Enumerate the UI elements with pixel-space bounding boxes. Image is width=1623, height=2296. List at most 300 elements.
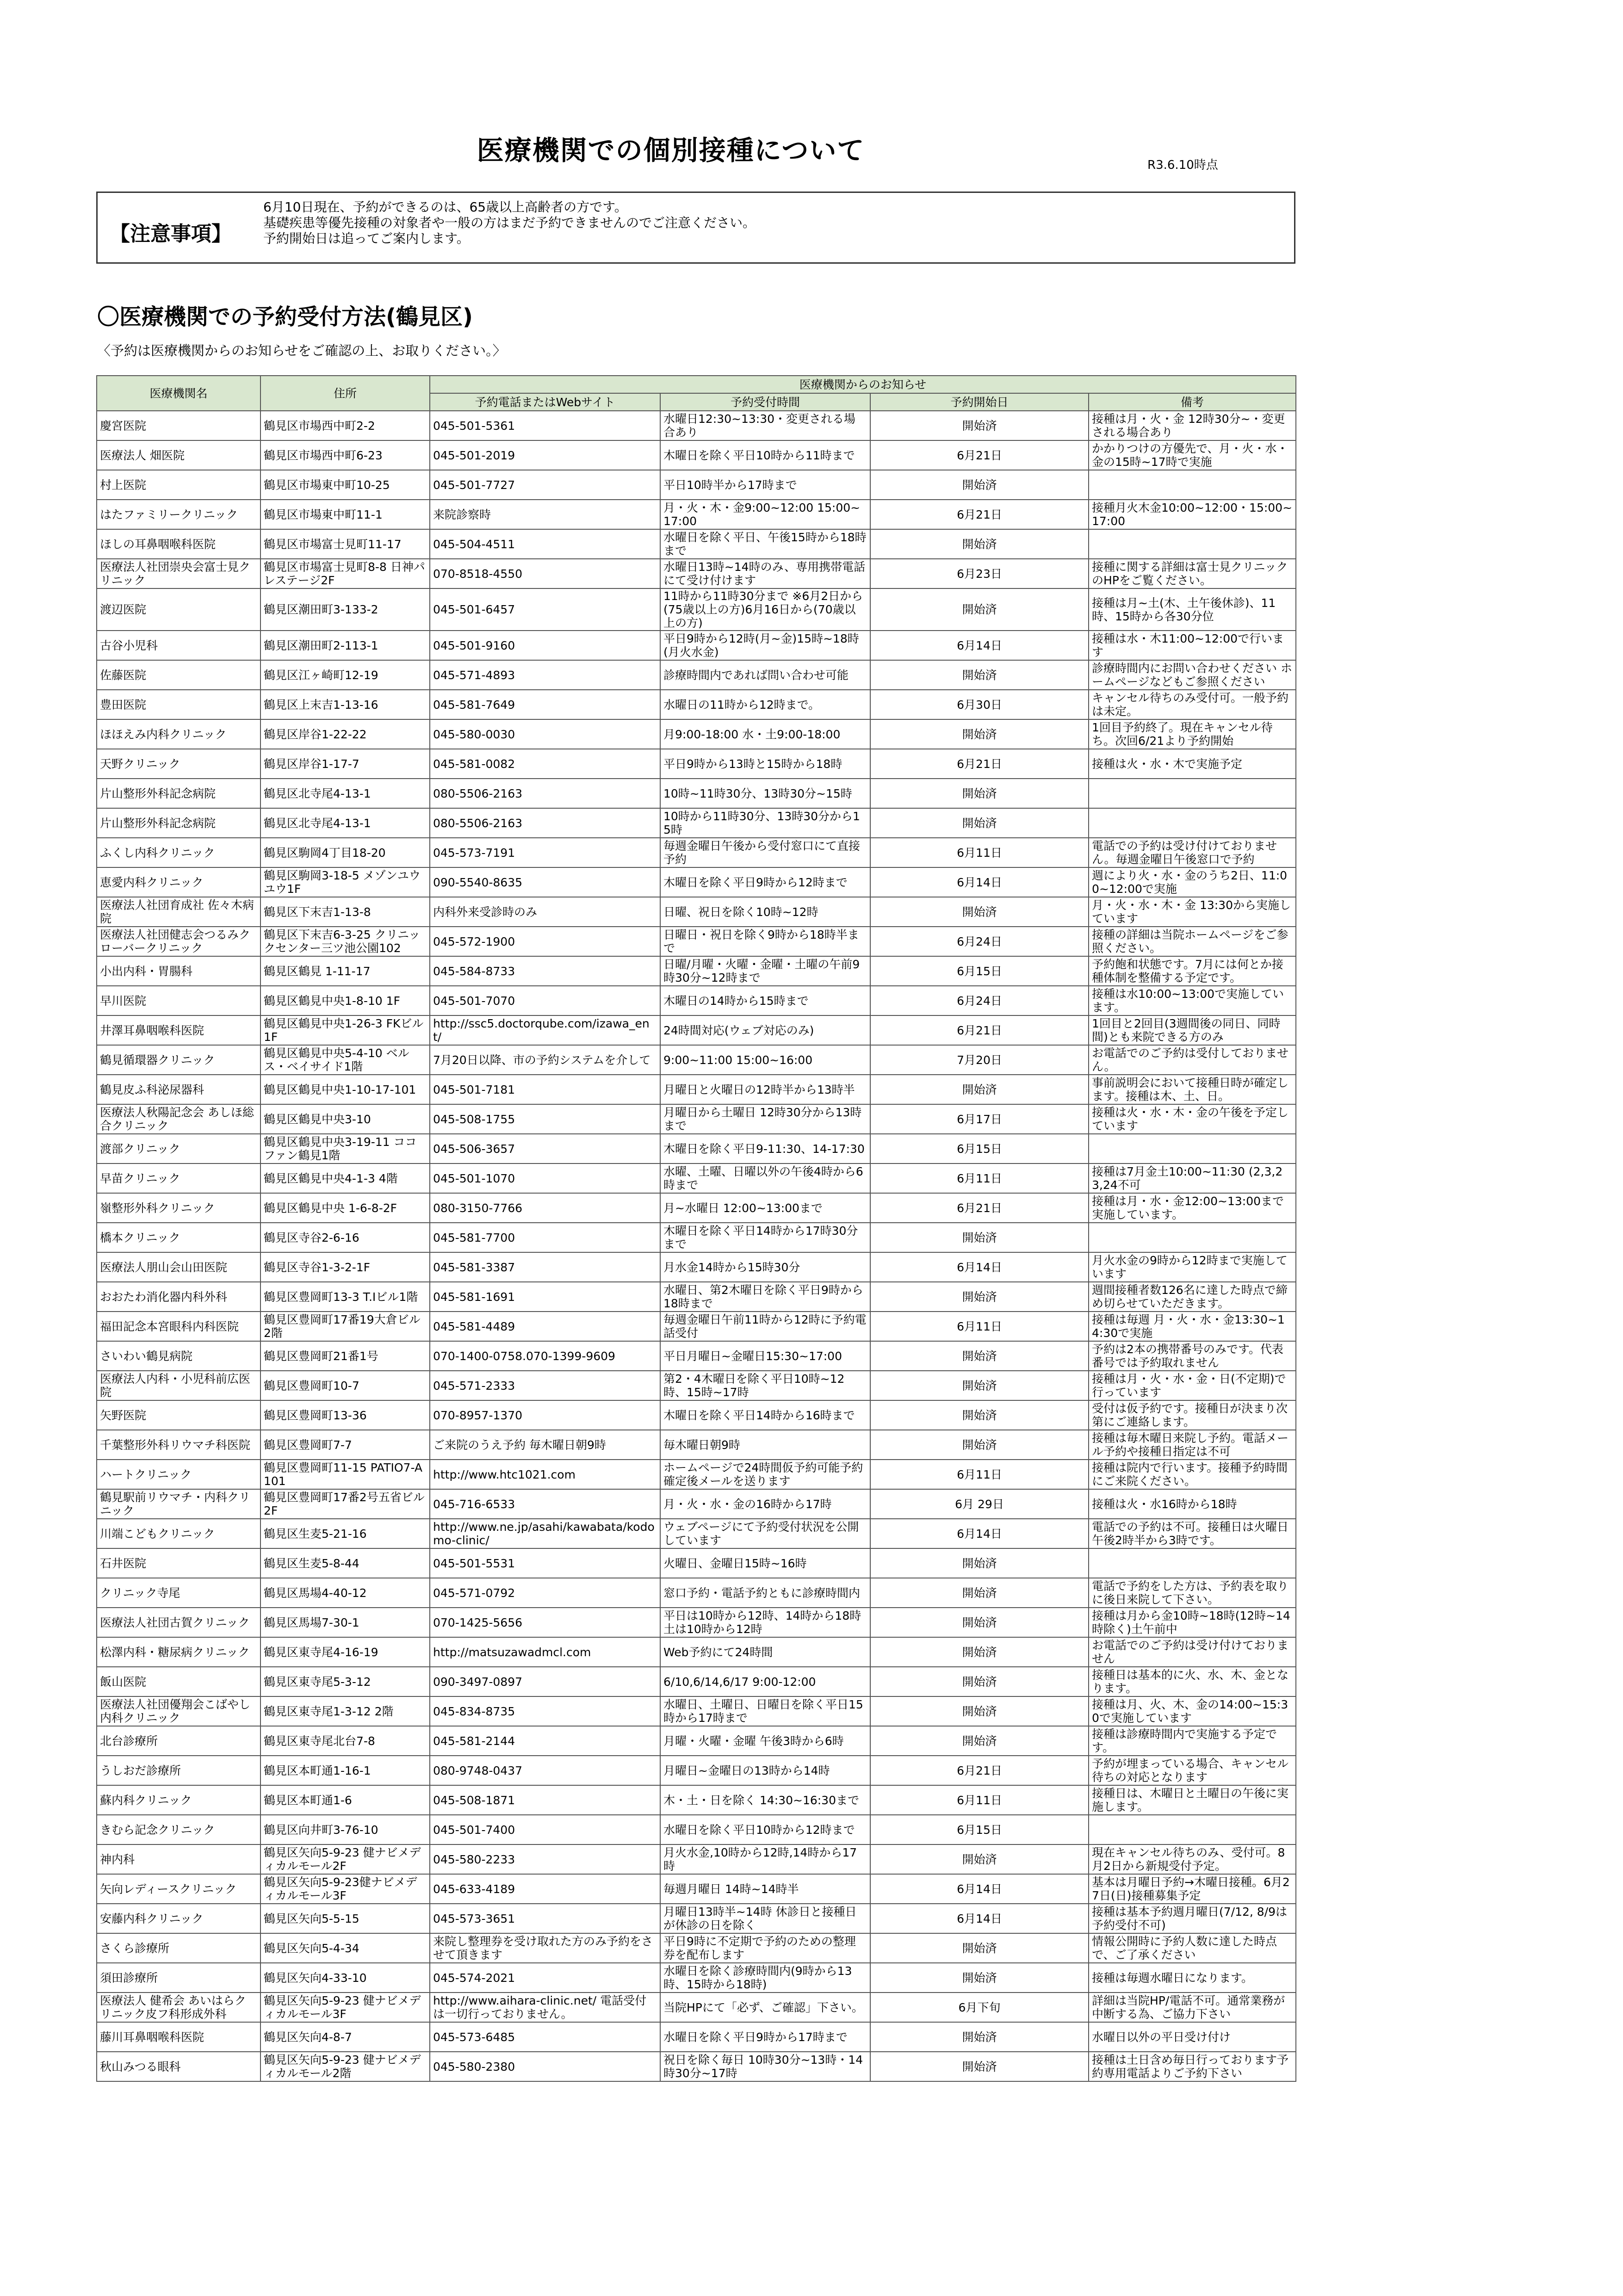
phone-cell: 045-580-0030 <box>430 719 660 749</box>
remarks-cell: 月・火・水・木・金 13:30から実施しています <box>1089 897 1296 927</box>
header-phone: 予約電話またはWebサイト <box>430 393 660 411</box>
hours-cell: 日曜/月曜・火曜・金曜・土曜の午前9時30分~12時まで <box>660 956 870 986</box>
start-date-cell: 開始済 <box>870 897 1089 927</box>
table-row <box>97 1163 1296 1193</box>
start-date-cell: 6月24日 <box>870 986 1089 1015</box>
start-date-cell: 6月11日 <box>870 838 1089 867</box>
table-row <box>97 1193 1296 1223</box>
start-date-cell: 6月15日 <box>870 1134 1089 1163</box>
hours-cell: 毎木曜日朝9時 <box>660 1430 870 1460</box>
hours-cell: 平日10時半から17時まで <box>660 470 870 500</box>
address-cell: 鶴見区鶴見 1-11-17 <box>260 956 430 986</box>
table-row <box>97 1578 1296 1608</box>
address-cell: 鶴見区下末吉1-13-8 <box>260 897 430 927</box>
remarks-cell: 接種は月・水・金12:00~13:00まで実施しています。 <box>1089 1193 1296 1223</box>
address-cell: 鶴見区本町通1-16-1 <box>260 1756 430 1785</box>
phone-cell: 045-633-4189 <box>430 1874 660 1904</box>
address-cell: 鶴見区鶴見中央3-10 <box>260 1104 430 1134</box>
address-cell: 鶴見区鶴見中央3-19-11 ココファン鶴見1階 <box>260 1134 430 1163</box>
phone-cell: 045-581-2144 <box>430 1726 660 1756</box>
address-cell: 鶴見区東寺尾北台7-8 <box>260 1726 430 1756</box>
start-date-cell: 開始済 <box>870 1726 1089 1756</box>
table-row <box>97 1696 1296 1726</box>
address-cell: 鶴見区潮田町2-113-1 <box>260 631 430 660</box>
phone-cell: 045-501-5361 <box>430 411 660 440</box>
table-row <box>97 2052 1296 2081</box>
table-row <box>97 808 1296 838</box>
phone-cell: 045-506-3657 <box>430 1134 660 1163</box>
address-cell: 鶴見区寺谷1-3-2-1F <box>260 1252 430 1282</box>
address-cell: 鶴見区鶴見中央5-4-10 ベルス・ベイサイド1階 <box>260 1045 430 1075</box>
phone-cell: 045-501-7727 <box>430 470 660 500</box>
clinic-name-cell: ほしの耳鼻咽喉科医院 <box>97 529 260 559</box>
clinic-name-cell: さくら診療所 <box>97 1933 260 1963</box>
hours-cell: 木曜日を除く平日14時から17時30分まで <box>660 1223 870 1252</box>
table-row <box>97 1045 1296 1075</box>
hours-cell: 月曜・火曜・金曜 午後3時から6時 <box>660 1726 870 1756</box>
header-address: 住所 <box>260 376 430 411</box>
remarks-cell: かかりつけの方優先で、月・火・水・金の15時~17時で実施 <box>1089 440 1296 470</box>
address-cell: 鶴見区鶴見中央4-1-3 4階 <box>260 1163 430 1193</box>
table-row <box>97 500 1296 529</box>
table-row <box>97 1312 1296 1341</box>
table-row <box>97 1015 1296 1045</box>
start-date-cell: 開始済 <box>870 1341 1089 1371</box>
clinic-name-cell: 井澤耳鼻咽喉科医院 <box>97 1015 260 1045</box>
section-note: 〈予約は医療機関からのお知らせをご確認の上、お取りください。〉 <box>97 343 506 359</box>
table-row <box>97 897 1296 927</box>
clinic-name-cell: 片山整形外科記念病院 <box>97 779 260 808</box>
hours-cell: 診療時間内であれば問い合わせ可能 <box>660 660 870 690</box>
remarks-cell: 接種日は基本的に火、水、木、金となります。 <box>1089 1667 1296 1696</box>
table-row <box>97 470 1296 500</box>
phone-cell: 045-571-2333 <box>430 1371 660 1400</box>
clinic-name-cell: 医療法人社団古賀クリニック <box>97 1608 260 1637</box>
clinic-name-cell: 豊田医院 <box>97 690 260 719</box>
hours-cell: 月・火・水・金の16時から17時 <box>660 1489 870 1519</box>
address-cell: 鶴見区東寺尾4-16-19 <box>260 1637 430 1667</box>
remarks-cell: お電話でのご予約は受け付けておりません <box>1089 1637 1296 1667</box>
start-date-cell: 開始済 <box>870 719 1089 749</box>
table-row <box>97 2022 1296 2052</box>
start-date-cell: 開始済 <box>870 1696 1089 1726</box>
phone-cell: 045-571-4893 <box>430 660 660 690</box>
address-cell: 鶴見区東寺尾5-3-12 <box>260 1667 430 1696</box>
phone-cell: 045-834-8735 <box>430 1696 660 1726</box>
clinic-name-cell: 村上医院 <box>97 470 260 500</box>
address-cell: 鶴見区矢向5-4-34 <box>260 1933 430 1963</box>
hours-cell: 11時から11時30分まで ※6月2日から(75歳以上の方)6月16日から(70歳以上の方) <box>660 588 870 631</box>
address-cell: 鶴見区寺谷2-6-16 <box>260 1223 430 1252</box>
table-row <box>97 1874 1296 1904</box>
phone-cell: 045-573-3651 <box>430 1904 660 1933</box>
phone-cell: 045-501-6457 <box>430 588 660 631</box>
start-date-cell: 6月21日 <box>870 1193 1089 1223</box>
phone-cell: 045-501-5531 <box>430 1548 660 1578</box>
hours-cell: 月火水金,10時から12時,14時から17時 <box>660 1844 870 1874</box>
hours-cell: 月水金14時から15時30分 <box>660 1252 870 1282</box>
table-row <box>97 1489 1296 1519</box>
phone-cell: 045-501-2019 <box>430 440 660 470</box>
table-row <box>97 779 1296 808</box>
phone-cell: 070-1400-0758.070-1399-9609 <box>430 1341 660 1371</box>
start-date-cell: 開始済 <box>870 1578 1089 1608</box>
remarks-cell: 診療時間内にお問い合わせください ホームページなどもご参照ください <box>1089 660 1296 690</box>
address-cell: 鶴見区駒岡4丁目18-20 <box>260 838 430 867</box>
remarks-cell: 接種の詳細は当院ホームページをご参照ください。 <box>1089 927 1296 956</box>
phone-cell: 045-581-7649 <box>430 690 660 719</box>
table-row <box>97 1282 1296 1312</box>
remarks-cell: 電話での予約は受け付けておりません。毎週金曜日午後窓口で予約 <box>1089 838 1296 867</box>
hours-cell: ホームページで24時間仮予約可能予約確定後メールを送ります <box>660 1460 870 1489</box>
start-date-cell: 6月23日 <box>870 559 1089 588</box>
hours-cell: 毎週金曜日午後から受付窓口にて直接予約 <box>660 838 870 867</box>
clinic-name-cell: 千葉整形外科リウマチ科医院 <box>97 1430 260 1460</box>
phone-cell: 045-501-7181 <box>430 1075 660 1104</box>
clinic-name-cell: 秋山みつる眼科 <box>97 2052 260 2081</box>
clinic-name-cell: 天野クリニック <box>97 749 260 779</box>
hours-cell: 日曜日・祝日を除く9時から18時半まで <box>660 927 870 956</box>
phone-cell: http://www.ne.jp/asahi/kawabata/kodomo-clinic/ <box>430 1519 660 1548</box>
clinic-name-cell: 医療法人朋山会山田医院 <box>97 1252 260 1282</box>
table-row <box>97 1371 1296 1400</box>
clinic-name-cell: 早苗クリニック <box>97 1163 260 1193</box>
address-cell: 鶴見区豊岡町7-7 <box>260 1430 430 1460</box>
remarks-cell: 予約が埋まっている場合、キャンセル待ちの対応となります <box>1089 1756 1296 1785</box>
clinic-name-cell: 蘇内科クリニック <box>97 1785 260 1815</box>
clinic-name-cell: 藤川耳鼻咽喉科医院 <box>97 2022 260 2052</box>
address-cell: 鶴見区豊岡町17番19大倉ビル2階 <box>260 1312 430 1341</box>
start-date-cell: 6月下旬 <box>870 1993 1089 2022</box>
table-row <box>97 529 1296 559</box>
phone-cell: 070-8518-4550 <box>430 559 660 588</box>
address-cell: 鶴見区豊岡町13-36 <box>260 1400 430 1430</box>
hours-cell: 月~水曜日 12:00~13:00まで <box>660 1193 870 1223</box>
remarks-cell: 接種は月・火・金 12時30分~・変更される場合あり <box>1089 411 1296 440</box>
address-cell: 鶴見区矢向5-9-23 健ナビメディカルモール2F <box>260 1844 430 1874</box>
address-cell: 鶴見区豊岡町17番2号五省ビル2F <box>260 1489 430 1519</box>
clinic-name-cell: 医療法人秋陽記念会 あしほ総合クリニック <box>97 1104 260 1134</box>
phone-cell: 来院し整理券を受け取れた方のみ予約をさせて頂きます <box>430 1933 660 1963</box>
start-date-cell: 開始済 <box>870 808 1089 838</box>
clinic-name-cell: 医療法人 健希会 あいはらクリニック皮フ科形成外科 <box>97 1993 260 2022</box>
remarks-cell: 接種は院内で行います。接種予約時間にご来院ください。 <box>1089 1460 1296 1489</box>
remarks-cell: 現在キャンセル待ちのみ、受付可。8月2日から新規受付予定。 <box>1089 1844 1296 1874</box>
table-row <box>97 927 1296 956</box>
phone-cell: 045-573-6485 <box>430 2022 660 2052</box>
clinic-name-cell: クリニック寺尾 <box>97 1578 260 1608</box>
phone-cell: 045-581-3387 <box>430 1252 660 1282</box>
table-row <box>97 1460 1296 1489</box>
address-cell: 鶴見区北寺尾4-13-1 <box>260 808 430 838</box>
remarks-cell: 接種月火木金10:00~12:00・15:00~17:00 <box>1089 500 1296 529</box>
section-title: 〇医療機関での予約受付方法(鶴見区) <box>97 304 473 330</box>
phone-cell: 045-501-9160 <box>430 631 660 660</box>
table-row <box>97 1844 1296 1874</box>
start-date-cell: 6月11日 <box>870 1163 1089 1193</box>
table-row <box>97 1519 1296 1548</box>
header-group: 医療機関からのお知らせ <box>430 376 1296 393</box>
clinic-name-cell: 医療法人社団育成社 佐々木病院 <box>97 897 260 927</box>
clinic-name-cell: 早川医院 <box>97 986 260 1015</box>
phone-cell: 080-3150-7766 <box>430 1193 660 1223</box>
remarks-cell: 詳細は当院HP/電話不可。通常業務が中断する為、ご協力下さい <box>1089 1993 1296 2022</box>
hours-cell: 平日9時から13時と15時から18時 <box>660 749 870 779</box>
start-date-cell: 6月 29日 <box>870 1489 1089 1519</box>
remarks-cell: 情報公開時に予約人数に達した時点で、ご了承ください <box>1089 1933 1296 1963</box>
remarks-cell: 接種は火・水・木で実施予定 <box>1089 749 1296 779</box>
address-cell: 鶴見区豊岡町21番1号 <box>260 1341 430 1371</box>
remarks-cell: 接種日は、木曜日と土曜日の午後に実施します。 <box>1089 1785 1296 1815</box>
address-cell: 鶴見区下末吉6-3-25 クリニックセンター三ツ池公園102 <box>260 927 430 956</box>
hours-cell: ウェブページにて予約受付状況を公開しています <box>660 1519 870 1548</box>
page-title: 医療機関での個別接種について <box>477 135 865 166</box>
address-cell: 鶴見区鶴見中央 1-6-8-2F <box>260 1193 430 1223</box>
start-date-cell: 開始済 <box>870 1223 1089 1252</box>
clinic-name-cell: 鶴見駅前リウマチ・内科クリニック <box>97 1489 260 1519</box>
hours-cell: 10時~11時30分、13時30分~15時 <box>660 779 870 808</box>
hours-cell: 月曜日と火曜日の12時半から13時半 <box>660 1075 870 1104</box>
start-date-cell: 開始済 <box>870 779 1089 808</box>
phone-cell: 070-1425-5656 <box>430 1608 660 1637</box>
hours-cell: 水曜、土曜、日曜以外の午後4時から6時まで <box>660 1163 870 1193</box>
address-cell: 鶴見区馬場7-30-1 <box>260 1608 430 1637</box>
clinic-name-cell: 古谷小児科 <box>97 631 260 660</box>
remarks-cell: 接種は7月金土10:00~11:30 (2,3,23,24不可 <box>1089 1163 1296 1193</box>
remarks-cell: 接種は毎週 月・火・水・金13:30~14:30で実施 <box>1089 1312 1296 1341</box>
start-date-cell: 開始済 <box>870 660 1089 690</box>
phone-cell: http://matsuzawadmcl.com <box>430 1637 660 1667</box>
clinic-name-cell: 神内科 <box>97 1844 260 1874</box>
hours-cell: Web予約にて24時間 <box>660 1637 870 1667</box>
clinic-table <box>96 375 1296 2082</box>
address-cell: 鶴見区市場東中町10-25 <box>260 470 430 500</box>
remarks-cell: 接種は診療時間内で実施する予定です。 <box>1089 1726 1296 1756</box>
remarks-cell <box>1089 470 1296 500</box>
header-name: 医療機関名 <box>97 376 260 411</box>
start-date-cell: 6月21日 <box>870 1756 1089 1785</box>
hours-cell: 6/10,6/14,6/17 9:00-12:00 <box>660 1667 870 1696</box>
phone-cell: 045-580-2233 <box>430 1844 660 1874</box>
phone-cell: 045-571-0792 <box>430 1578 660 1608</box>
clinic-name-cell: 医療法人内科・小児科前広医院 <box>97 1371 260 1400</box>
table-row <box>97 1341 1296 1371</box>
phone-cell: 来院診察時 <box>430 500 660 529</box>
hours-cell: 木曜日を除く平日9-11:30、14-17:30 <box>660 1134 870 1163</box>
remarks-cell: 受付は仮予約です。接種日が決まり次第にご連絡します。 <box>1089 1400 1296 1430</box>
table-row <box>97 1430 1296 1460</box>
remarks-cell <box>1089 808 1296 838</box>
clinic-name-cell: 川端こどもクリニック <box>97 1519 260 1548</box>
table-row <box>97 1726 1296 1756</box>
clinic-name-cell: 矢向レディースクリニック <box>97 1874 260 1904</box>
hours-cell: 平日月曜日~金曜日15:30~17:00 <box>660 1341 870 1371</box>
remarks-cell <box>1089 1815 1296 1844</box>
header-start: 予約開始日 <box>870 393 1089 411</box>
address-cell: 鶴見区生麦5-21-16 <box>260 1519 430 1548</box>
remarks-cell: 電話での予約は不可。接種日は火曜日午後2時半から3時です。 <box>1089 1519 1296 1548</box>
remarks-cell: 接種に関する詳細は富士見クリニックのHPをご覧ください。 <box>1089 559 1296 588</box>
clinic-name-cell: さいわい鶴見病院 <box>97 1341 260 1371</box>
start-date-cell: 開始済 <box>870 1637 1089 1667</box>
remarks-cell: 接種は土日含め毎日行っております予約専用電話よりご予約下さい <box>1089 2052 1296 2081</box>
start-date-cell: 開始済 <box>870 1844 1089 1874</box>
start-date-cell: 6月30日 <box>870 690 1089 719</box>
start-date-cell: 開始済 <box>870 1371 1089 1400</box>
remarks-cell: キャンセル待ちのみ受付可。一般予約は未定。 <box>1089 690 1296 719</box>
notice-box <box>96 192 1295 264</box>
hours-cell: 9:00~11:00 15:00~16:00 <box>660 1045 870 1075</box>
hours-cell: 平日9時から12時(月~金)15時~18時(月火水金) <box>660 631 870 660</box>
table-row <box>97 1400 1296 1430</box>
remarks-cell: 週により火・水・金のうち2日、11:00~12:00で実施 <box>1089 867 1296 897</box>
address-cell: 鶴見区市場西中町2-2 <box>260 411 430 440</box>
hours-cell: 日曜、祝日を除く10時~12時 <box>660 897 870 927</box>
remarks-cell: 接種は火・水・木・金の午後を予定しています <box>1089 1104 1296 1134</box>
table-row <box>97 1667 1296 1696</box>
hours-cell: 月曜日13時半~14時 休診日と接種日が休診の日を除く <box>660 1904 870 1933</box>
hours-cell: 毎週金曜日午前11時から12時に予約電話受付 <box>660 1312 870 1341</box>
remarks-cell: 接種は水10:00~13:00で実施しています。 <box>1089 986 1296 1015</box>
remarks-cell: 接種は月・火・水・金・日(不定期)で行っています <box>1089 1371 1296 1400</box>
phone-cell: 内科外来受診時のみ <box>430 897 660 927</box>
address-cell: 鶴見区豊岡町10-7 <box>260 1371 430 1400</box>
remarks-cell: 接種は月、火、木、金の14:00~15:30で実施しています <box>1089 1696 1296 1726</box>
phone-cell: 045-572-1900 <box>430 927 660 956</box>
phone-cell: 045-501-7070 <box>430 986 660 1015</box>
hours-cell: 水曜日を除く平日10時から12時まで <box>660 1815 870 1844</box>
phone-cell: 090-3497-0897 <box>430 1667 660 1696</box>
start-date-cell: 6月21日 <box>870 749 1089 779</box>
start-date-cell: 開始済 <box>870 2052 1089 2081</box>
hours-cell: 木曜日を除く平日14時から16時まで <box>660 1400 870 1430</box>
address-cell: 鶴見区駒岡3-18-5 メゾンユウユウ1F <box>260 867 430 897</box>
hours-cell: 水曜日の11時から12時まで。 <box>660 690 870 719</box>
clinic-name-cell: 福田記念本宮眼科内科医院 <box>97 1312 260 1341</box>
hours-cell: 木・土・日を除く 14:30~16:30まで <box>660 1785 870 1815</box>
table-row <box>97 690 1296 719</box>
address-cell: 鶴見区向井町3-76-10 <box>260 1815 430 1844</box>
clinic-name-cell: おおたわ消化器内科外科 <box>97 1282 260 1312</box>
start-date-cell: 6月11日 <box>870 1312 1089 1341</box>
address-cell: 鶴見区豊岡町13-3 T.Iビル1階 <box>260 1282 430 1312</box>
phone-cell: 045-508-1755 <box>430 1104 660 1134</box>
address-cell: 鶴見区鶴見中央1-26-3 FKビル1F <box>260 1015 430 1045</box>
table-row <box>97 1548 1296 1578</box>
hours-cell: 平日9時に不定期で予約のための整理券を配布します <box>660 1933 870 1963</box>
table-row <box>97 631 1296 660</box>
start-date-cell: 6月15日 <box>870 956 1089 986</box>
table-row <box>97 588 1296 631</box>
table-row <box>97 1637 1296 1667</box>
hours-cell: 水曜日13時~14時のみ、専用携帯電話にて受け付けます <box>660 559 870 588</box>
address-cell: 鶴見区矢向4-8-7 <box>260 2022 430 2052</box>
remarks-cell: 事前説明会において接種日時が確定します。接種は木、土、日。 <box>1089 1075 1296 1104</box>
address-cell: 鶴見区矢向5-9-23 健ナビメディカルモール3F <box>260 1993 430 2022</box>
notice-lines <box>263 199 756 247</box>
remarks-cell: 予約飽和状態です。7月には何とか接種体制を整備する予定です。 <box>1089 956 1296 986</box>
start-date-cell: 6月14日 <box>870 1904 1089 1933</box>
clinic-name-cell: 須田診療所 <box>97 1963 260 1993</box>
start-date-cell: 6月24日 <box>870 927 1089 956</box>
start-date-cell: 6月21日 <box>870 1015 1089 1045</box>
table-row <box>97 559 1296 588</box>
clinic-name-cell: 医療法人社団崇央会富士見クリニック <box>97 559 260 588</box>
table-row <box>97 838 1296 867</box>
clinic-name-cell: 矢野医院 <box>97 1400 260 1430</box>
hours-cell: 木曜日を除く平日9時から12時まで <box>660 867 870 897</box>
remarks-cell: 接種は基本予約週月曜日(7/12, 8/9は予約受付不可) <box>1089 1904 1296 1933</box>
address-cell: 鶴見区岸谷1-22-22 <box>260 719 430 749</box>
hours-cell: 平日は10時から12時、14時から18時 土は10時から12時 <box>660 1608 870 1637</box>
clinic-name-cell: うしおだ診療所 <box>97 1756 260 1785</box>
table-row <box>97 440 1296 470</box>
start-date-cell: 6月11日 <box>870 1460 1089 1489</box>
table-row <box>97 1815 1296 1844</box>
phone-cell: 045-584-8733 <box>430 956 660 986</box>
clinic-name-cell: 医療法人 畑医院 <box>97 440 260 470</box>
remarks-cell: 1回目と2回目(3週間後の同日、同時間)とも来院できる方のみ <box>1089 1015 1296 1045</box>
start-date-cell: 開始済 <box>870 1430 1089 1460</box>
hours-cell: 月曜日から土曜日 12時30分から13時まで <box>660 1104 870 1134</box>
remarks-cell <box>1089 779 1296 808</box>
clinic-name-cell: 医療法人社団優翔会こばやし内科クリニック <box>97 1696 260 1726</box>
clinic-name-cell: ふくし内科クリニック <box>97 838 260 867</box>
phone-cell: 045-573-7191 <box>430 838 660 867</box>
clinic-name-cell: 渡辺医院 <box>97 588 260 631</box>
clinic-name-cell: きむら記念クリニック <box>97 1815 260 1844</box>
phone-cell: 045-580-2380 <box>430 2052 660 2081</box>
start-date-cell: 開始済 <box>870 1075 1089 1104</box>
clinic-name-cell: ほほえみ内科クリニック <box>97 719 260 749</box>
start-date-cell: 開始済 <box>870 1548 1089 1578</box>
hours-cell: 24時間対応(ウェブ対応のみ) <box>660 1015 870 1045</box>
hours-cell: 水曜日、土曜日、日曜日を除く平日15時から17時まで <box>660 1696 870 1726</box>
table-row <box>97 867 1296 897</box>
remarks-cell <box>1089 1223 1296 1252</box>
remarks-cell: 電話で予約をした方は、予約表を取りに後日来院して下さい。 <box>1089 1578 1296 1608</box>
clinic-name-cell: 安藤内科クリニック <box>97 1904 260 1933</box>
hours-cell: 祝日を除く毎日 10時30分~13時・14時30分~17時 <box>660 2052 870 2081</box>
phone-cell: 090-5540-8635 <box>430 867 660 897</box>
remarks-cell: 予約は2本の携帯番号のみです。代表番号では予約取れません <box>1089 1341 1296 1371</box>
phone-cell: http://ssc5.doctorqube.com/izawa_ent/ <box>430 1015 660 1045</box>
start-date-cell: 6月14日 <box>870 1519 1089 1548</box>
hours-cell: 水曜日を除く平日、午後15時から18時まで <box>660 529 870 559</box>
table-row <box>97 1134 1296 1163</box>
table-row <box>97 1223 1296 1252</box>
hours-cell: 窓口予約・電話予約ともに診療時間内 <box>660 1578 870 1608</box>
notice-label: 【注意事項】 <box>110 222 232 246</box>
table-row <box>97 1933 1296 1963</box>
phone-cell: 045-716-6533 <box>430 1489 660 1519</box>
start-date-cell: 6月11日 <box>870 1785 1089 1815</box>
hours-cell: 第2・4木曜日を除く平日10時~12時、15時~17時 <box>660 1371 870 1400</box>
phone-cell: 070-8957-1370 <box>430 1400 660 1430</box>
start-date-cell: 開始済 <box>870 1667 1089 1696</box>
table-row <box>97 956 1296 986</box>
start-date-cell: 7月20日 <box>870 1045 1089 1075</box>
address-cell: 鶴見区矢向5-9-23 健ナビメディカルモール2階 <box>260 2052 430 2081</box>
hours-cell: 毎週月曜日 14時~14時半 <box>660 1874 870 1904</box>
hours-cell: 10時から11時30分、13時30分から15時 <box>660 808 870 838</box>
remarks-cell <box>1089 1134 1296 1163</box>
header-hours: 予約受付時間 <box>660 393 870 411</box>
table-row <box>97 719 1296 749</box>
address-cell: 鶴見区矢向5-5-15 <box>260 1904 430 1933</box>
start-date-cell: 6月21日 <box>870 440 1089 470</box>
clinic-name-cell: 北台診療所 <box>97 1726 260 1756</box>
